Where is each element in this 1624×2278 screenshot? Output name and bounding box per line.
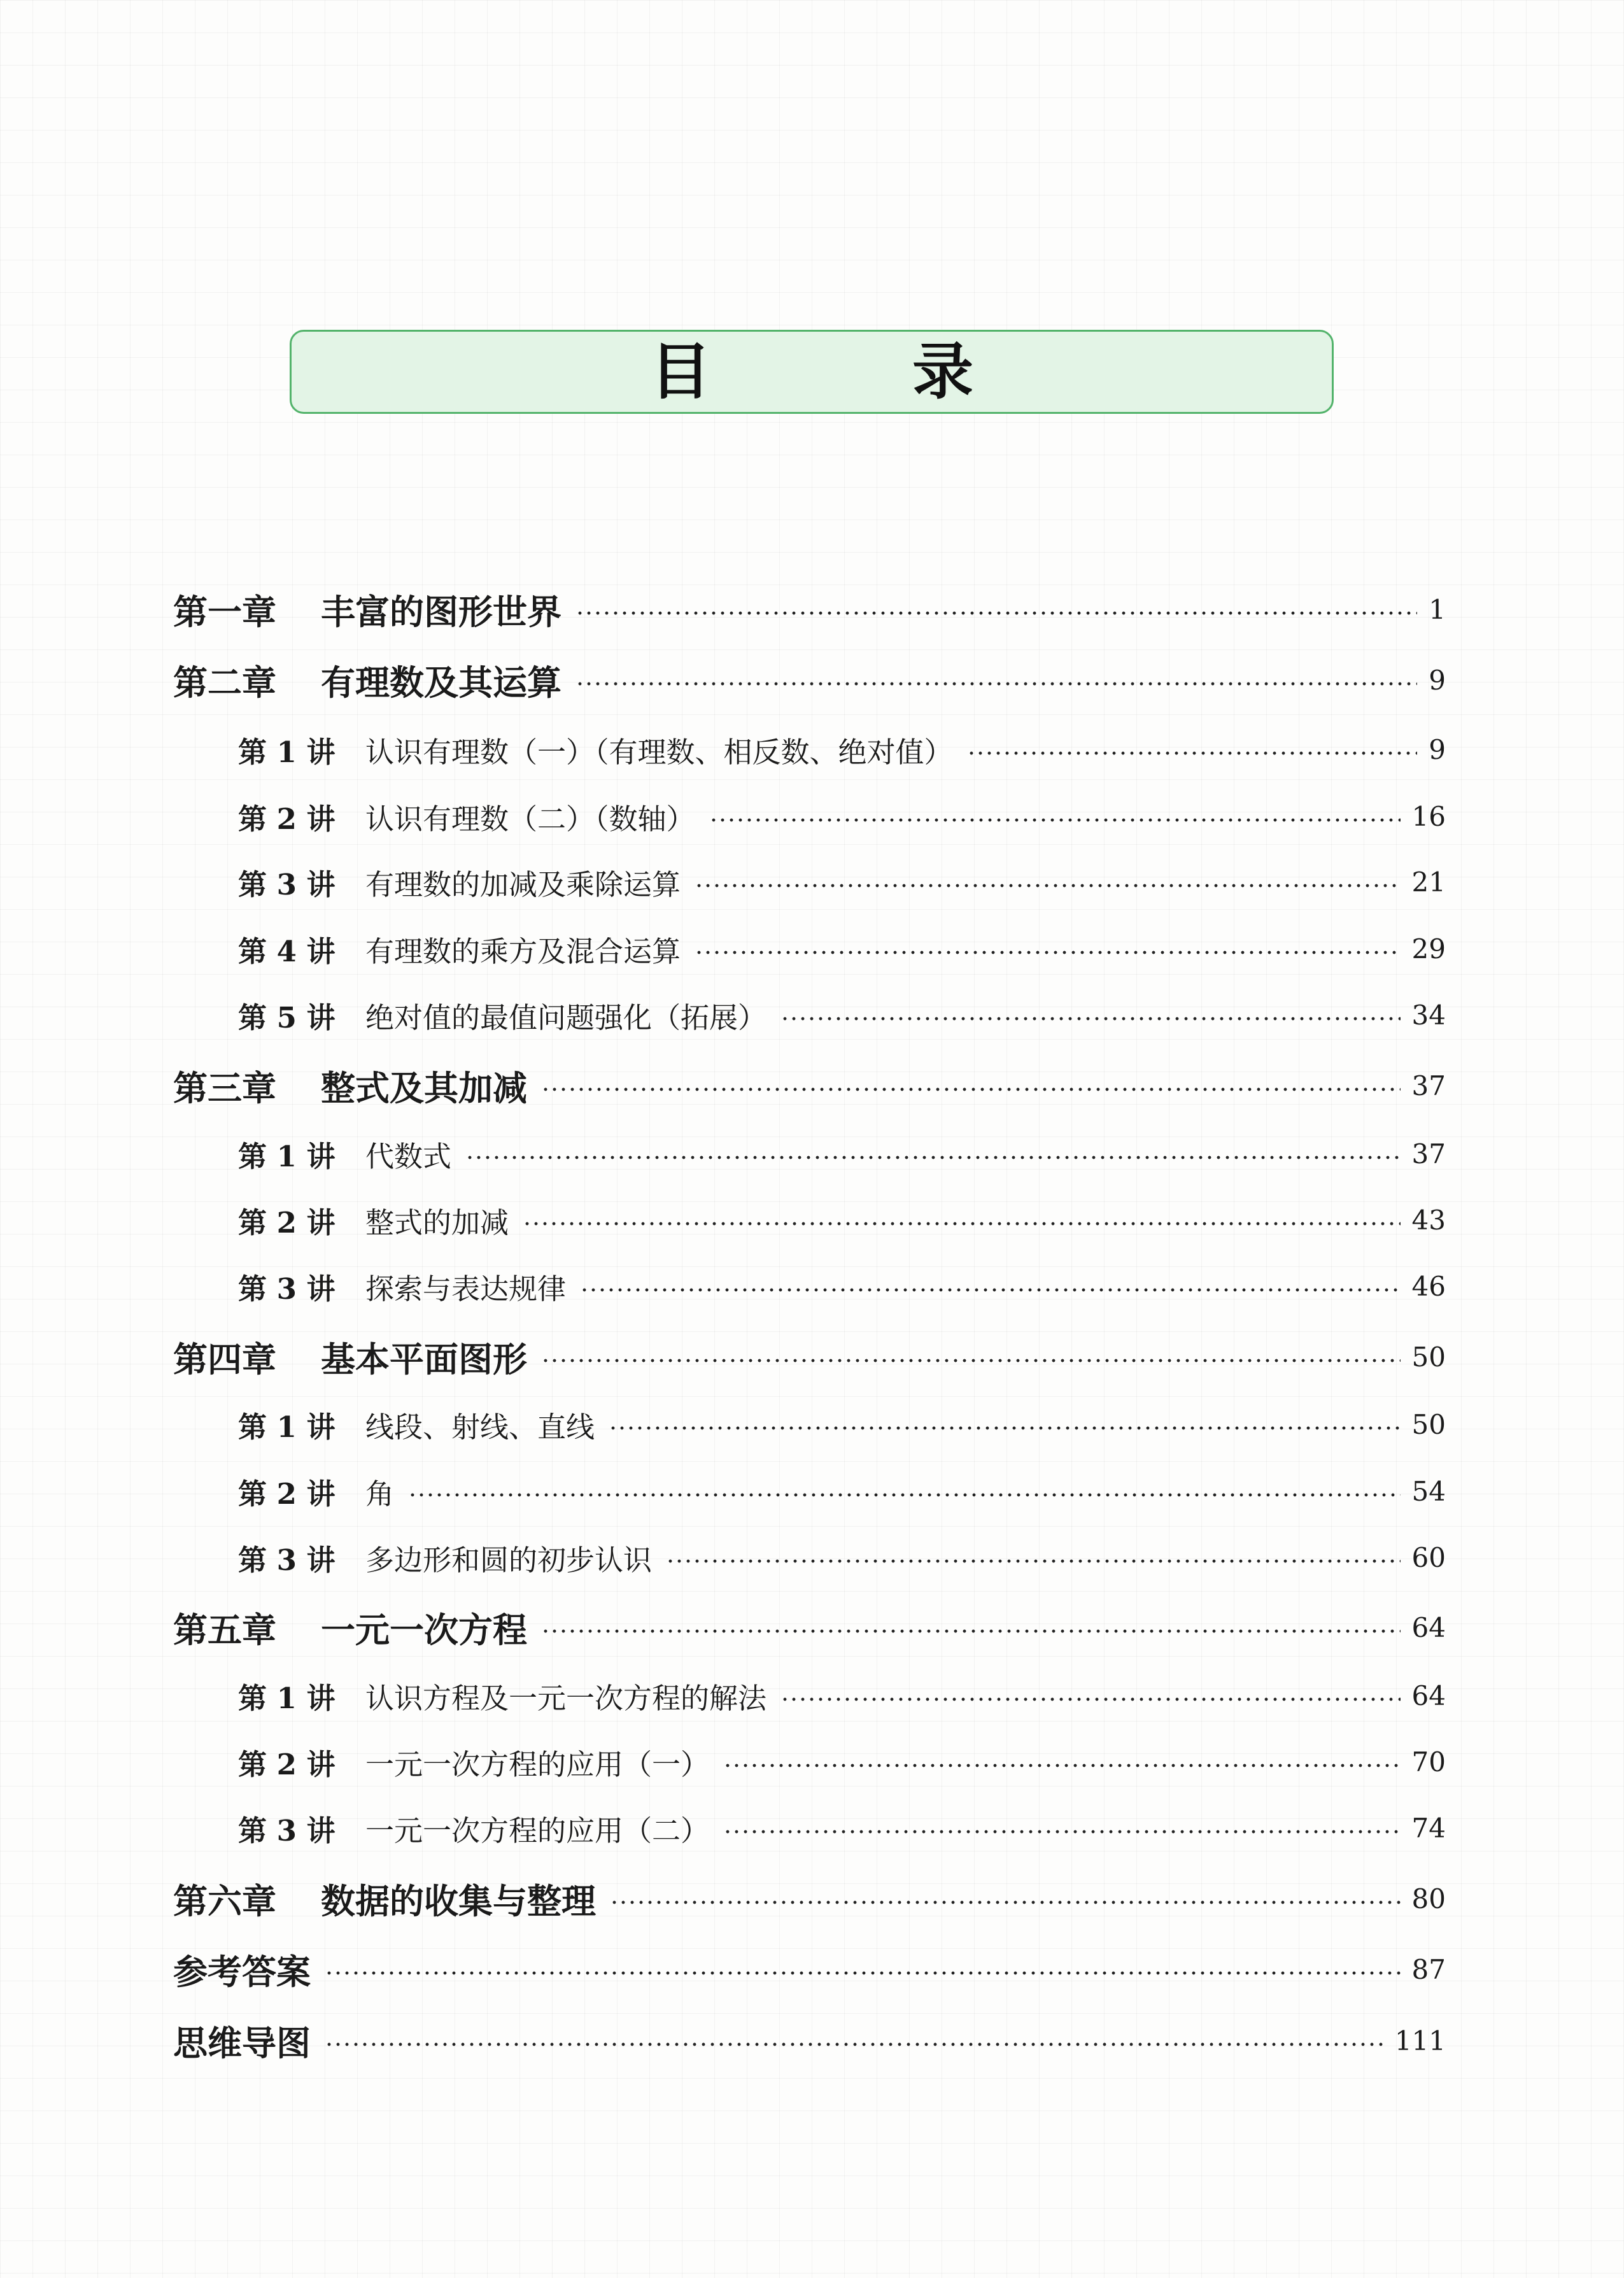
toc-lesson-row[interactable] — [173, 1532, 1446, 1583]
toc-page-number: 34 — [1411, 999, 1446, 1031]
dot-leader — [575, 611, 1417, 616]
toc-page-number: 9 — [1429, 733, 1446, 765]
toc-lesson-row[interactable] — [173, 1128, 1446, 1179]
dot-leader — [780, 1697, 1401, 1702]
toc-entry-title: 有理数及其运算 — [321, 661, 561, 703]
toc-chapter-row[interactable] — [173, 1870, 1446, 1927]
toc-lesson-row[interactable] — [173, 1261, 1446, 1312]
dot-leader — [666, 1559, 1401, 1564]
dot-leader — [523, 1221, 1401, 1226]
toc-page-number: 87 — [1411, 1953, 1446, 1985]
page-title: 目 录 — [650, 336, 1043, 407]
toc-entry-number: 第 3 讲 — [238, 867, 335, 902]
toc-lesson-row[interactable] — [173, 1802, 1446, 1853]
toc-lesson-row[interactable] — [173, 1399, 1446, 1450]
toc-entry-title: 参考答案 — [173, 1951, 311, 1992]
toc-entry-title: 多边形和圆的初步认识 — [365, 1543, 653, 1577]
toc-entry-title: 一元一次方程 — [321, 1609, 527, 1650]
toc-page-number: 64 — [1411, 1611, 1446, 1643]
toc-entry-number: 第 2 讲 — [238, 1747, 335, 1781]
toc-entry-title: 有理数的加减及乘除运算 — [365, 867, 681, 902]
dot-leader — [695, 950, 1401, 955]
toc-entry-title: 整式的加减 — [365, 1205, 509, 1240]
toc-lesson-row[interactable] — [173, 724, 1446, 775]
toc-entry-number: 第 1 讲 — [238, 1410, 335, 1444]
toc-entry-title: 角 — [365, 1476, 395, 1511]
dot-leader — [780, 1016, 1401, 1021]
toc-lesson-row[interactable] — [173, 989, 1446, 1040]
toc-entry-number: 第 2 讲 — [238, 1205, 335, 1240]
toc-entry-title: 有理数的乘方及混合运算 — [365, 934, 681, 968]
dot-leader — [465, 1155, 1401, 1160]
toc-lesson-row[interactable] — [173, 1194, 1446, 1245]
toc-entry-number: 第 1 讲 — [238, 1139, 335, 1173]
toc-lesson-row[interactable] — [173, 923, 1446, 974]
toc-page-number: 50 — [1411, 1341, 1446, 1373]
toc-entry-number: 第 3 讲 — [238, 1813, 335, 1848]
toc-page-number: 43 — [1411, 1204, 1446, 1236]
toc-entry-number: 第 1 讲 — [238, 1681, 335, 1715]
toc-entry-title: 认识方程及一元一次方程的解法 — [365, 1681, 767, 1715]
toc-page-number: 54 — [1411, 1475, 1446, 1507]
toc-chapter-row[interactable] — [173, 1941, 1446, 1998]
toc-page-number: 21 — [1411, 866, 1446, 898]
toc-page-number: 1 — [1429, 593, 1446, 625]
toc-entry-title: 一元一次方程的应用（二） — [365, 1813, 710, 1848]
dot-leader — [575, 681, 1417, 686]
toc-page-number: 60 — [1411, 1541, 1446, 1573]
toc-entry-title: 代数式 — [365, 1139, 452, 1173]
dot-leader — [580, 1287, 1401, 1292]
toc-entry-title: 整式及其加减 — [321, 1067, 527, 1108]
dot-leader — [408, 1492, 1401, 1497]
toc-entry-number: 第 2 讲 — [238, 1476, 335, 1511]
dot-leader — [325, 2042, 1383, 2047]
dot-leader — [610, 1900, 1401, 1905]
toc-chapter-row[interactable] — [173, 1328, 1446, 1385]
toc-entry-number: 第五章 — [173, 1609, 276, 1650]
dot-leader — [709, 817, 1401, 823]
toc-entry-number: 第 4 讲 — [238, 934, 335, 968]
toc-lesson-row[interactable] — [173, 1736, 1446, 1787]
toc-entry-number: 第 2 讲 — [238, 802, 335, 836]
toc-page-number: 16 — [1411, 800, 1446, 832]
toc-title-box — [290, 330, 1334, 414]
toc-chapter-row[interactable] — [173, 651, 1446, 709]
toc-page-number: 9 — [1429, 664, 1446, 696]
dot-leader — [723, 1763, 1401, 1768]
toc-entry-number: 第四章 — [173, 1338, 276, 1380]
dot-leader — [967, 751, 1418, 756]
toc-page-number: 50 — [1411, 1408, 1446, 1440]
toc-entry-number: 第一章 — [173, 591, 276, 632]
dot-leader — [723, 1829, 1401, 1834]
toc-entry-number: 第 5 讲 — [238, 1000, 335, 1035]
toc-lesson-row[interactable] — [173, 1466, 1446, 1517]
toc-entry-title: 思维导图 — [173, 2022, 311, 2063]
toc-entry-title: 线段、射线、直线 — [365, 1410, 595, 1444]
toc-lesson-row[interactable] — [173, 856, 1446, 907]
toc-entry-title: 基本平面图形 — [321, 1338, 527, 1380]
dot-leader — [325, 1970, 1401, 1976]
toc-chapter-row[interactable] — [173, 2012, 1446, 2069]
toc-entry-title: 认识有理数（一）（有理数、相反数、绝对值） — [365, 735, 953, 769]
toc-entry-number: 第三章 — [173, 1067, 276, 1108]
toc-entry-title: 探索与表达规律 — [365, 1271, 567, 1306]
toc-entry-number: 第二章 — [173, 661, 276, 703]
toc-chapter-row[interactable] — [173, 1057, 1446, 1114]
toc-entry-title: 绝对值的最值问题强化（拓展） — [365, 1000, 767, 1035]
toc-entry-title: 数据的收集与整理 — [321, 1880, 596, 1921]
dot-leader — [541, 1358, 1401, 1363]
toc-chapter-row[interactable] — [173, 1599, 1446, 1656]
toc-page-number: 29 — [1411, 933, 1446, 965]
toc-page-number: 70 — [1411, 1746, 1446, 1778]
dot-leader — [695, 883, 1401, 888]
dot-leader — [541, 1087, 1401, 1092]
toc-page-number: 74 — [1411, 1812, 1446, 1844]
toc-page-number: 64 — [1411, 1680, 1446, 1711]
toc-lesson-row[interactable] — [173, 1670, 1446, 1721]
toc-entry-number: 第 1 讲 — [238, 735, 335, 769]
toc-entry-title: 认识有理数（二）（数轴） — [365, 802, 695, 836]
toc-entry-number: 第 3 讲 — [238, 1543, 335, 1577]
toc-entry-number: 第 3 讲 — [238, 1271, 335, 1306]
dot-leader — [609, 1426, 1401, 1431]
toc-page-number: 46 — [1411, 1270, 1446, 1302]
dot-leader — [541, 1629, 1401, 1634]
toc-page-number: 37 — [1411, 1070, 1446, 1101]
toc-page-number: 80 — [1411, 1883, 1446, 1914]
toc-entry-number: 第六章 — [173, 1880, 276, 1921]
toc-entry-title: 丰富的图形世界 — [321, 591, 561, 632]
toc-page-number: 37 — [1411, 1138, 1446, 1170]
toc-lesson-row[interactable] — [173, 791, 1446, 842]
toc-entry-title: 一元一次方程的应用（一） — [365, 1747, 710, 1781]
toc-chapter-row[interactable] — [173, 581, 1446, 638]
toc-page-number: 111 — [1394, 2025, 1446, 2056]
